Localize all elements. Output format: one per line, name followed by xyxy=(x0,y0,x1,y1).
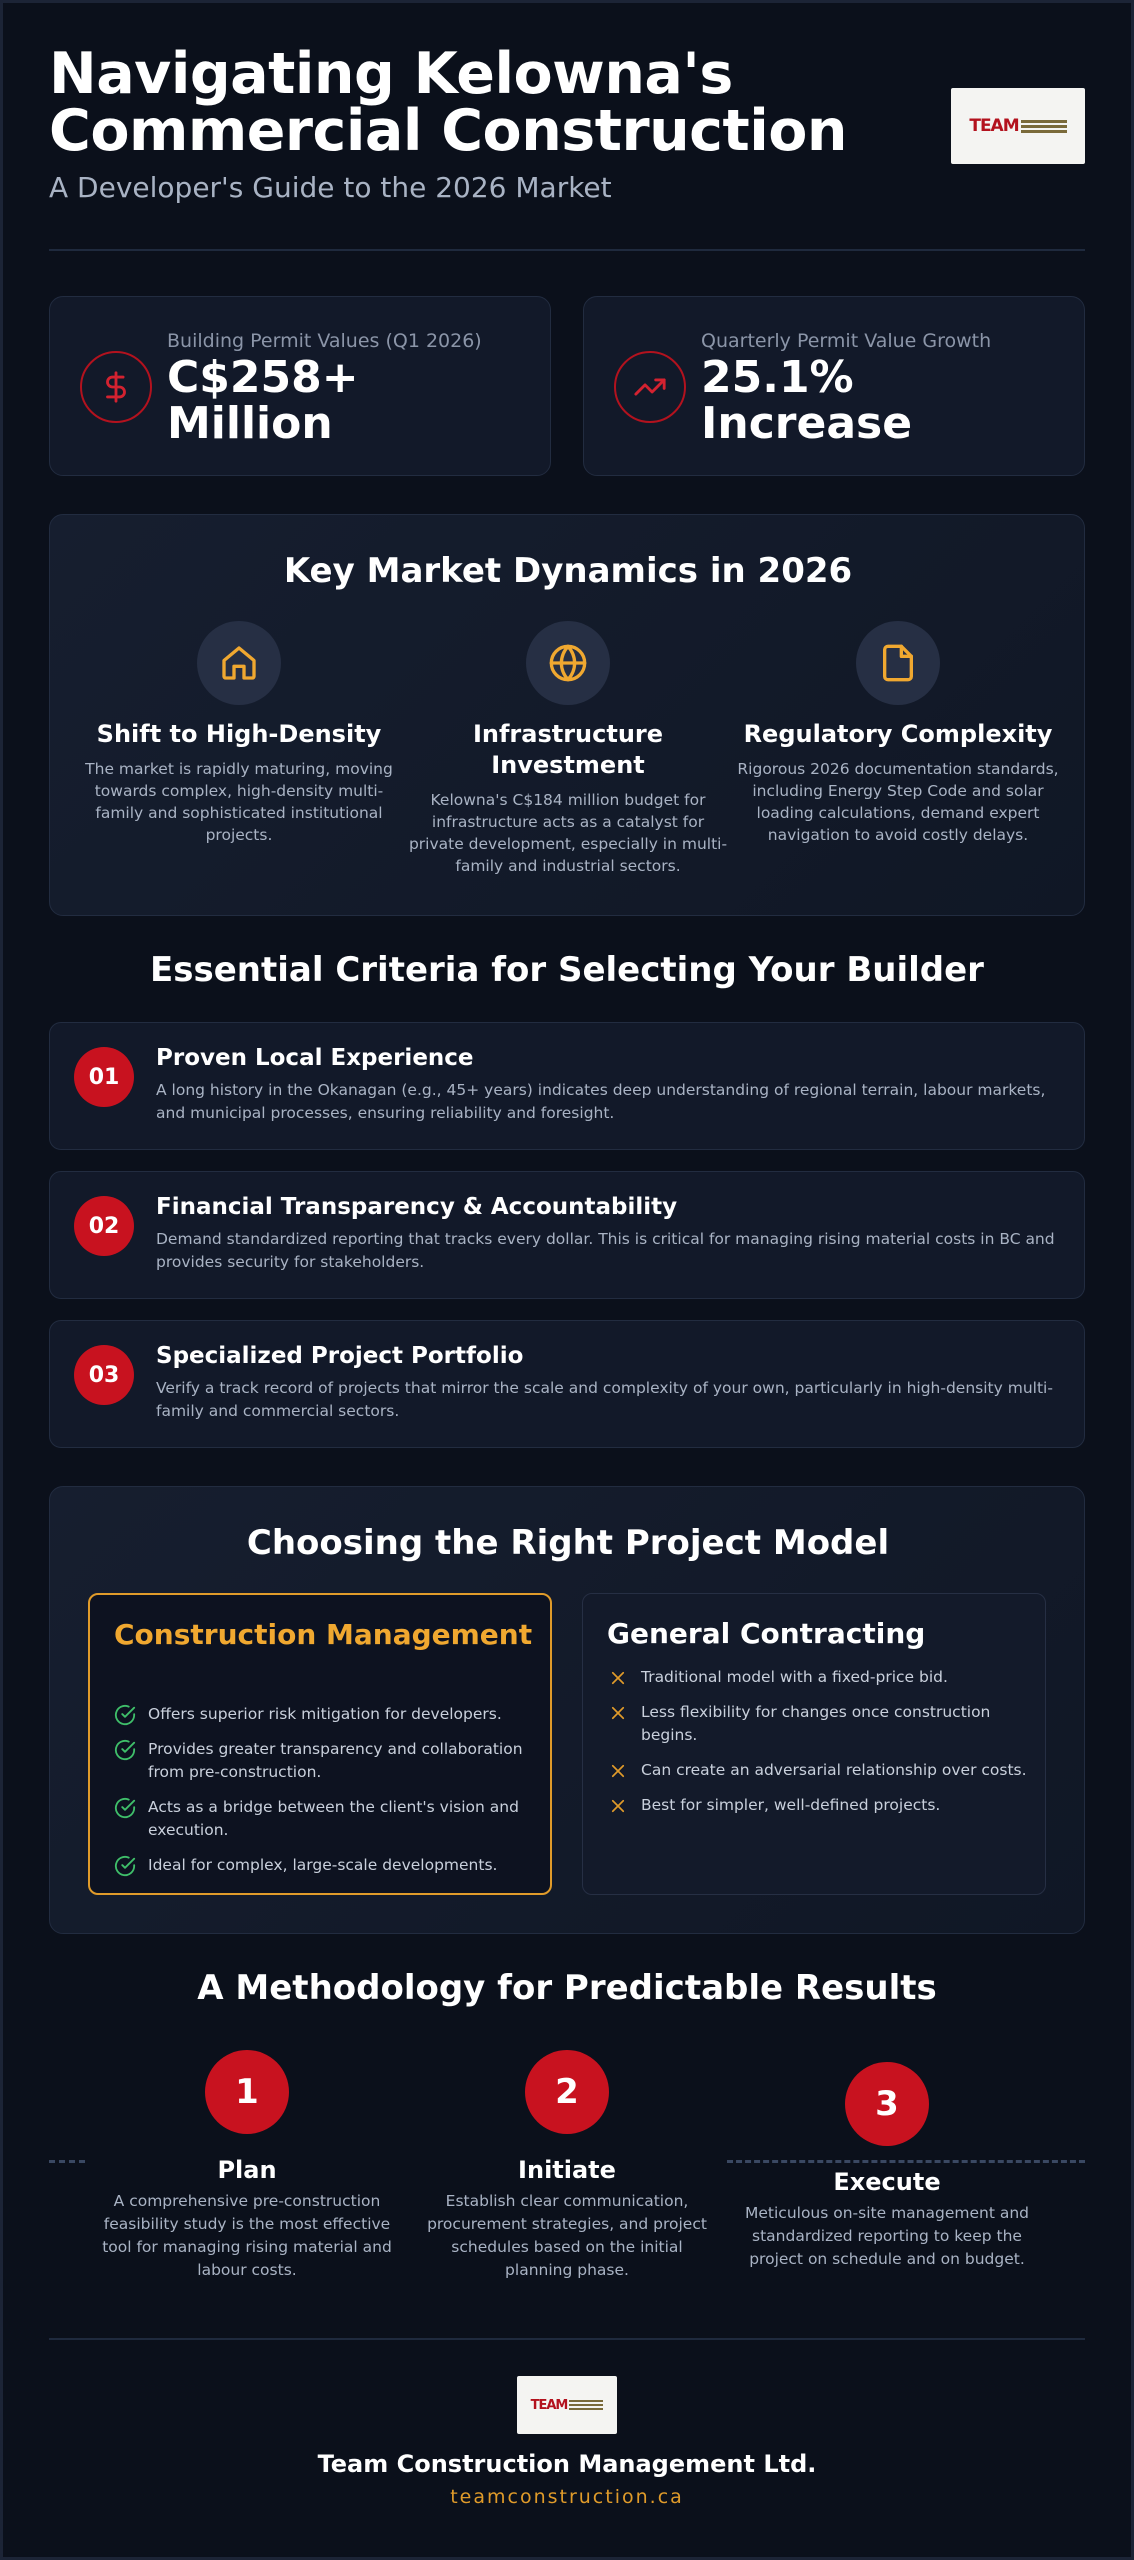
x-icon xyxy=(607,1667,629,1689)
criteria-title: Specialized Project Portfolio xyxy=(156,1343,524,1369)
globe-icon xyxy=(548,643,588,683)
construction-management-card xyxy=(88,1593,552,1895)
stat-value: C$258+ Million xyxy=(167,352,359,449)
check-circle-icon xyxy=(114,1797,136,1819)
document-icon xyxy=(878,643,918,683)
criteria-title: Financial Transparency & Accountability xyxy=(156,1194,678,1220)
step-number: 2 xyxy=(525,2050,609,2134)
stat-card-permit-values xyxy=(49,296,551,476)
step-title: Initiate xyxy=(518,2156,616,2184)
stat-label: Building Permit Values (Q1 2026) xyxy=(167,330,482,352)
x-icon xyxy=(607,1795,629,1817)
step-text: Establish clear communication, procurement strategies, and project schedules based on the initial planning phase. xyxy=(427,2192,707,2279)
criteria-text: Demand standardized reporting that tracks every dollar. This is critical for managing rising material costs in BC and provides security for stakeholders. xyxy=(156,1230,1055,1271)
dynamic-text: The market is rapidly maturing, moving towards complex, high-density multi-family and sophisticated institutional projects. xyxy=(85,760,393,844)
list-item: Best for simpler, well-defined projects. xyxy=(607,1794,1027,1817)
footer-logo: TEAM xyxy=(517,2376,617,2434)
model-points xyxy=(607,1666,1027,1829)
criteria-card xyxy=(49,1320,1085,1448)
step-initiate xyxy=(417,2050,717,2282)
criteria-card xyxy=(49,1171,1085,1299)
section-title: Essential Criteria for Selecting Your Builder xyxy=(150,950,984,990)
footer-website-link[interactable]: teamconstruction.ca xyxy=(450,2486,684,2508)
dynamic-title: Shift to High-Density xyxy=(96,720,382,748)
model-title: Construction Management xyxy=(114,1618,533,1651)
list-item: Less flexibility for changes once construction begins. xyxy=(607,1701,1027,1747)
list-item: Can create an adversarial relationship over costs. xyxy=(607,1759,1027,1782)
criteria-text: Verify a track record of projects that mirror the scale and complexity of your own, particularly in high-density multi-family and commercial sectors. xyxy=(156,1379,1053,1420)
section-title: Choosing the Right Project Model xyxy=(246,1523,890,1563)
criteria-card xyxy=(49,1022,1085,1150)
x-icon xyxy=(607,1760,629,1782)
criteria-number: 03 xyxy=(74,1345,134,1405)
step-text: A comprehensive pre-construction feasibility study is the most effective tool for managing rising material and labour costs. xyxy=(102,2192,392,2279)
list-item: Acts as a bridge between the client's vision and execution. xyxy=(114,1796,534,1842)
page-subtitle: A Developer's Guide to the 2026 Market xyxy=(49,171,612,204)
dynamic-title: Regulatory Complexity xyxy=(743,720,1053,748)
stat-card-growth xyxy=(583,296,1085,476)
stat-value: 25.1% Increase xyxy=(701,352,913,449)
market-dynamics-panel xyxy=(49,514,1085,916)
home-icon xyxy=(219,643,259,683)
dynamic-item xyxy=(74,621,404,846)
company-logo: TEAM xyxy=(951,88,1085,164)
footer-divider xyxy=(49,2338,1085,2340)
dollar-icon xyxy=(80,351,152,423)
footer-company-name: Team Construction Management Ltd. xyxy=(317,2450,817,2478)
check-circle-icon xyxy=(114,1855,136,1877)
stat-label: Quarterly Permit Value Growth xyxy=(701,330,992,352)
list-item: Ideal for complex, large-scale developments. xyxy=(114,1854,534,1877)
model-title: General Contracting xyxy=(607,1617,926,1650)
dynamic-item xyxy=(733,621,1063,846)
dynamic-text: Rigorous 2026 documentation standards, including Energy Step Code and solar loading calculations, demand expert navigation to avoid costly delays. xyxy=(737,760,1059,844)
header xyxy=(49,41,1085,206)
project-model-panel xyxy=(49,1486,1085,1934)
check-circle-icon xyxy=(114,1739,136,1761)
list-item: Provides greater transparency and collaboration from pre-construction. xyxy=(114,1738,534,1784)
step-number: 3 xyxy=(845,2062,929,2146)
criteria-title: Proven Local Experience xyxy=(156,1045,474,1071)
trending-up-icon xyxy=(614,351,686,423)
check-circle-icon xyxy=(114,1704,136,1726)
criteria-text: A long history in the Okanagan (e.g., 45+ years) indicates deep understanding of regional terrain, labour markets, and municipal processes, ensuring reliability and foresight. xyxy=(156,1081,1046,1122)
step-title: Plan xyxy=(217,2156,277,2184)
criteria-number: 02 xyxy=(74,1196,134,1256)
list-item: Traditional model with a fixed-price bid. xyxy=(607,1666,1027,1689)
step-plan xyxy=(97,2050,397,2282)
criteria-number: 01 xyxy=(74,1047,134,1107)
model-points xyxy=(114,1703,534,1889)
step-title: Execute xyxy=(833,2168,941,2196)
step-number: 1 xyxy=(205,2050,289,2134)
list-item: Offers superior risk mitigation for developers. xyxy=(114,1703,534,1726)
section-title: Key Market Dynamics in 2026 xyxy=(283,551,853,591)
dynamic-item xyxy=(403,621,733,877)
dynamic-title: Infrastructure Investment xyxy=(472,720,664,779)
header-divider xyxy=(49,249,1085,251)
step-text: Meticulous on-site management and standardized reporting to keep the project on schedule and on budget. xyxy=(745,2204,1029,2268)
step-execute xyxy=(737,2062,1037,2271)
general-contracting-card xyxy=(582,1593,1046,1895)
page-title: Navigating Kelowna's Commercial Construction xyxy=(49,41,847,164)
section-title: A Methodology for Predictable Results xyxy=(197,1968,937,2008)
timeline-dash-left xyxy=(49,2160,85,2163)
x-icon xyxy=(607,1702,629,1724)
dynamic-text: Kelowna's C$184 million budget for infrastructure acts as a catalyst for private development, especially in multi-family and industrial sectors. xyxy=(408,791,728,875)
